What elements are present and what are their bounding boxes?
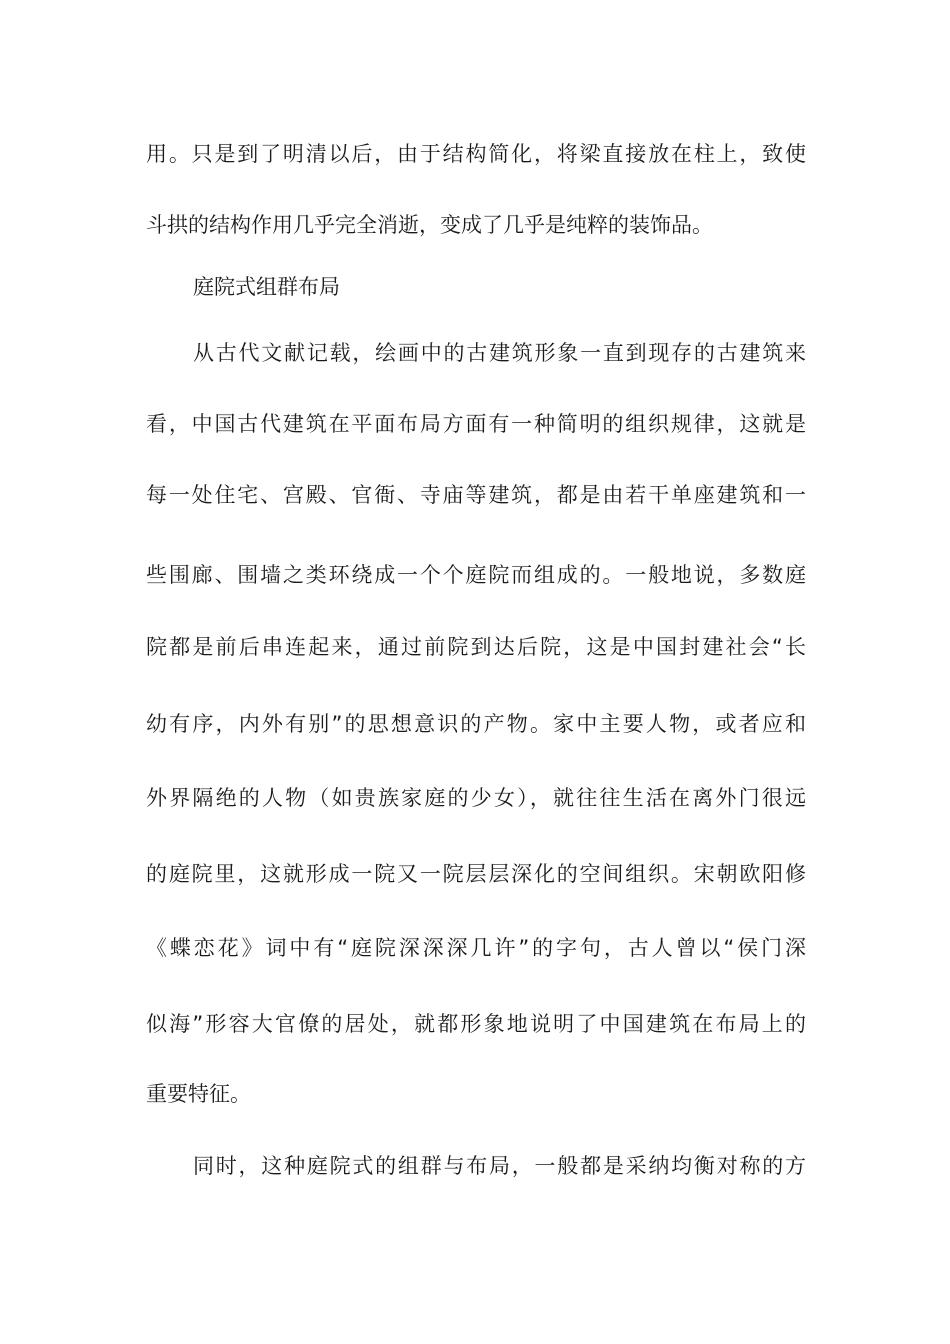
text-line: 从古代文献记载，绘画中的古建筑形象一直到现存的古建筑来 <box>193 341 806 365</box>
text-line: 幼有序，内外有别”的思想意识的产物。家中主要人物，或者应和 <box>146 712 806 736</box>
text-line: 《蝶恋花》词中有“庭院深深深几许”的字句，古人曾以“侯门深 <box>146 936 806 960</box>
text-line: 每一处住宅、宫殿、官衙、寺庙等建筑，都是由若干单座建筑和一 <box>146 483 806 507</box>
text-line: 似海”形容大官僚的居处，就都形象地说明了中国建筑在布局上的 <box>146 1012 806 1036</box>
text-line: 斗拱的结构作用几乎完全消逝，变成了几乎是纯粹的装饰品。 <box>146 213 713 237</box>
text-line: 同时，这种庭院式的组群与布局，一般都是采纳均衡对称的方 <box>193 1154 806 1178</box>
section-heading: 庭院式组群布局 <box>193 275 340 299</box>
text-line: 的庭院里，这就形成一院又一院层层深化的空间组织。宋朝欧阳修 <box>146 862 806 886</box>
text-line: 外界隔绝的人物（如贵族家庭的少女），就往往生活在离外门很远 <box>146 786 806 810</box>
text-line: 用。只是到了明清以后，由于结构简化，将梁直接放在柱上，致使 <box>146 142 806 166</box>
text-line: 些围廊、围墙之类环绕成一个个庭院而组成的。一般地说，多数庭 <box>146 563 806 587</box>
text-line: 看，中国古代建筑在平面布局方面有一种简明的组织规律，这就是 <box>146 412 806 436</box>
text-line: 重要特征。 <box>146 1082 251 1106</box>
text-line: 院都是前后串连起来，通过前院到达后院，这是中国封建社会“长 <box>146 635 806 659</box>
